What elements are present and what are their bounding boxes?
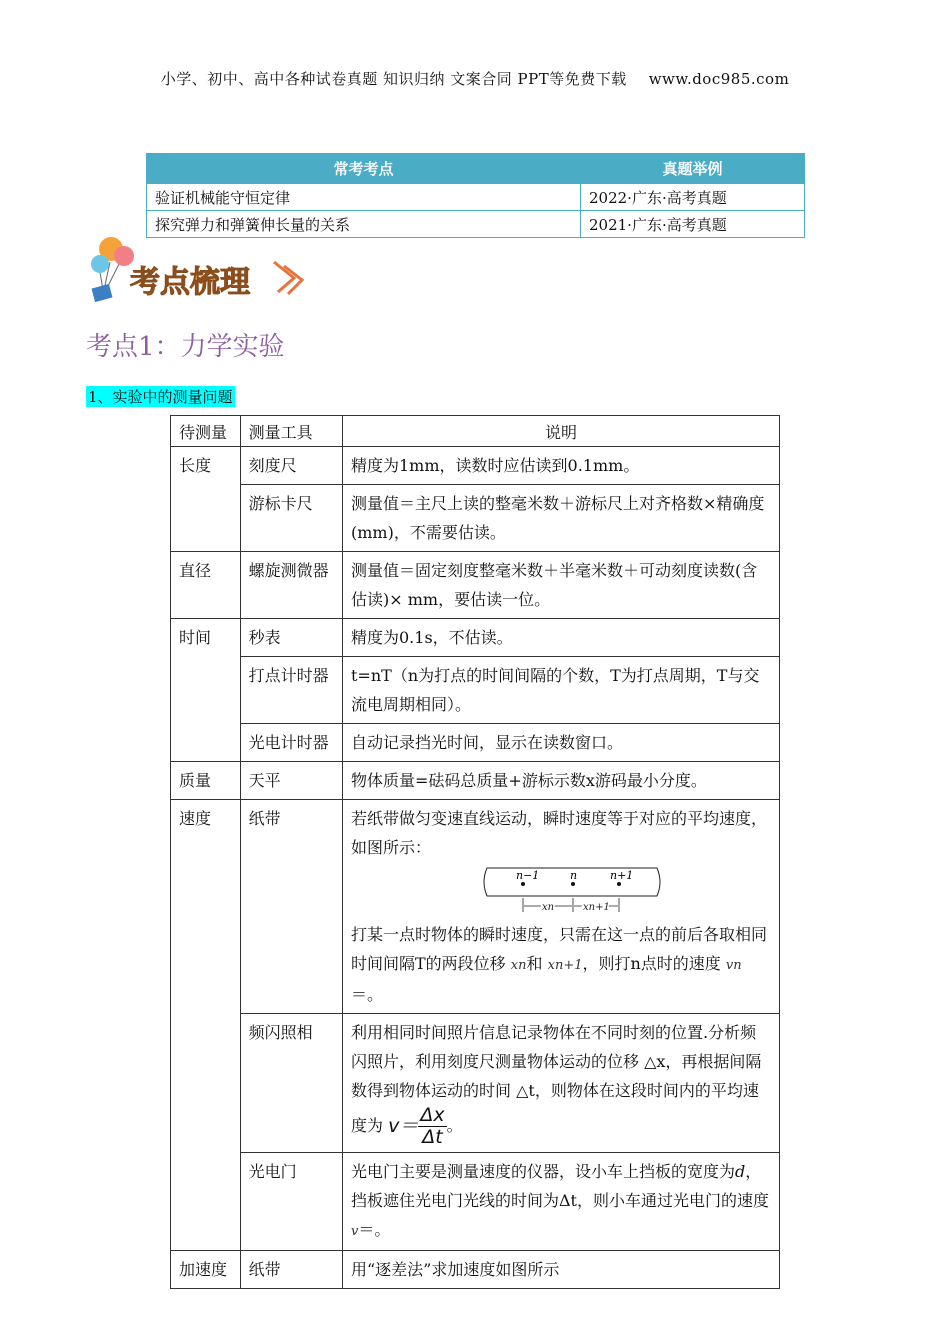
tape-desc-1: 若纸带做匀变速直线运动，瞬时速度等于对应的平均速度，如图所示：	[351, 809, 768, 857]
tool-cell: 纸带	[240, 800, 342, 1014]
table-row	[171, 447, 780, 485]
desc-cell	[343, 1153, 780, 1251]
tool-cell: 秒表	[240, 619, 342, 657]
table-row	[147, 184, 805, 211]
balloon-icon	[114, 246, 134, 266]
text: ＝。	[351, 985, 384, 1004]
topics-table	[146, 153, 805, 238]
desc-cell	[343, 800, 780, 1014]
table-row	[171, 552, 780, 619]
tape-desc-2: 打某一点时物体的瞬时速度，只需在这一点的前后各取相同时间间隔T的两段位移	[351, 925, 768, 973]
section-badge	[88, 232, 308, 304]
tool-cell: 游标卡尺	[240, 485, 342, 552]
table-row	[171, 485, 780, 552]
topics-header-1: 常考考点	[147, 154, 581, 184]
table-row	[171, 1153, 780, 1251]
tool-cell: 打点计时器	[240, 657, 342, 724]
tool-cell: 纸带	[240, 1251, 342, 1289]
desc-cell: 自动记录挡光时间，显示在读数窗口。	[343, 724, 780, 762]
tool-cell: 光电门	[240, 1153, 342, 1251]
quantity-cell: 长度	[171, 447, 241, 552]
desc-cell: t=nT（n为打点的时间间隔的个数，T为打点周期，T与交流电周期相同）。	[343, 657, 780, 724]
topics-header-2: 真题举例	[581, 154, 805, 184]
desc-cell: 测量值＝固定刻度整毫米数＋半毫米数＋可动刻度读数(含估读)× mm，要估读一位。	[343, 552, 780, 619]
tool-cell: 螺旋测微器	[240, 552, 342, 619]
quantity-cell: 质量	[171, 762, 241, 800]
text: ＝。	[358, 1220, 391, 1239]
desc-cell: 用“逐差法”求加速度如图所示	[343, 1251, 780, 1289]
paper-tape-diagram	[351, 864, 771, 920]
desc-cell: 精度为0.1s，不估读。	[343, 619, 780, 657]
tool-cell: 频闪照相	[240, 1014, 342, 1153]
text: ，挡板遮住光电门光线的时间为Δt，则小车通过光电门的速度	[351, 1162, 769, 1210]
quantity-cell: 时间	[171, 619, 241, 762]
numerator: Δx	[420, 1104, 445, 1126]
col-tool: 测量工具	[240, 416, 342, 447]
col-description: 说明	[343, 416, 780, 447]
denominator: Δt	[422, 1126, 443, 1148]
dot-label: n	[570, 869, 578, 882]
table-row	[171, 762, 780, 800]
header-site: www.doc985.com	[648, 70, 790, 88]
symbol-v: v	[351, 1224, 359, 1239]
table-row	[171, 657, 780, 724]
formula-fraction	[418, 1105, 446, 1148]
desc-cell: 精度为1mm，读数时应估读到0.1mm。	[343, 447, 780, 485]
section-title: 考点1：力学实验	[86, 332, 285, 362]
text: 光电门主要是测量速度的仪器，设小车上挡板的宽度为	[351, 1162, 736, 1181]
segment-label: xn+1	[583, 902, 610, 913]
header-text: 小学、初中、高中各种试卷真题 知识归纳 文案合同 PPT等免费下载	[160, 70, 627, 88]
tool-cell: 光电计时器	[240, 724, 342, 762]
flash-desc: 利用相同时间照片信息记录物体在不同时刻的位置.分析频闪照片，利用刻度尺测量物体运动的位移 △x，再根据间隔数得到物体运动的时间 △t，则物体在这段时间内的平均速度为	[351, 1023, 762, 1135]
segment-label: xn	[542, 902, 555, 913]
table-row	[171, 619, 780, 657]
symbol-d: d	[735, 1162, 746, 1181]
formula-v: v＝	[388, 1115, 419, 1137]
table-row	[171, 1251, 780, 1289]
topic-cell: 验证机械能守恒定律	[147, 184, 581, 211]
table-row	[171, 724, 780, 762]
quantity-cell: 加速度	[171, 1251, 241, 1289]
symbol-xn: xn	[510, 958, 527, 973]
desc-cell: 测量值＝主尺上读的整毫米数＋游标尺上对齐格数×精确度(mm)，不需要估读。	[343, 485, 780, 552]
page-header	[0, 68, 950, 89]
sub-title: 1、实验中的测量问题	[88, 388, 233, 406]
quantity-cell: 直径	[171, 552, 241, 619]
desc-cell	[343, 1014, 780, 1153]
table-header-row	[171, 416, 780, 447]
col-quantity: 待测量	[171, 416, 241, 447]
exam-cell: 2021·广东·高考真题	[581, 211, 805, 238]
text: 和	[526, 954, 543, 973]
symbol-vn: vn	[725, 958, 742, 973]
exam-cell: 2022·广东·高考真题	[581, 184, 805, 211]
desc-cell: 物体质量=砝码总质量+游标示数x游码最小分度。	[343, 762, 780, 800]
topic-cell: 探究弹力和弹簧伸长量的关系	[147, 211, 581, 238]
dot-label: n+1	[610, 869, 634, 882]
quantity-cell: 速度	[171, 800, 241, 1251]
tool-cell: 刻度尺	[240, 447, 342, 485]
dot-label: n−1	[516, 869, 540, 882]
text: ，则打n点时的速度	[582, 954, 721, 973]
badge-text: 考点梳理	[130, 265, 250, 300]
tool-cell: 天平	[240, 762, 342, 800]
table-row	[171, 800, 780, 1014]
symbol-xn1: xn+1	[547, 958, 583, 973]
table-row	[171, 1014, 780, 1153]
balloon-icon	[91, 255, 109, 273]
text: 。	[446, 1116, 463, 1135]
measurement-table	[170, 415, 780, 1289]
